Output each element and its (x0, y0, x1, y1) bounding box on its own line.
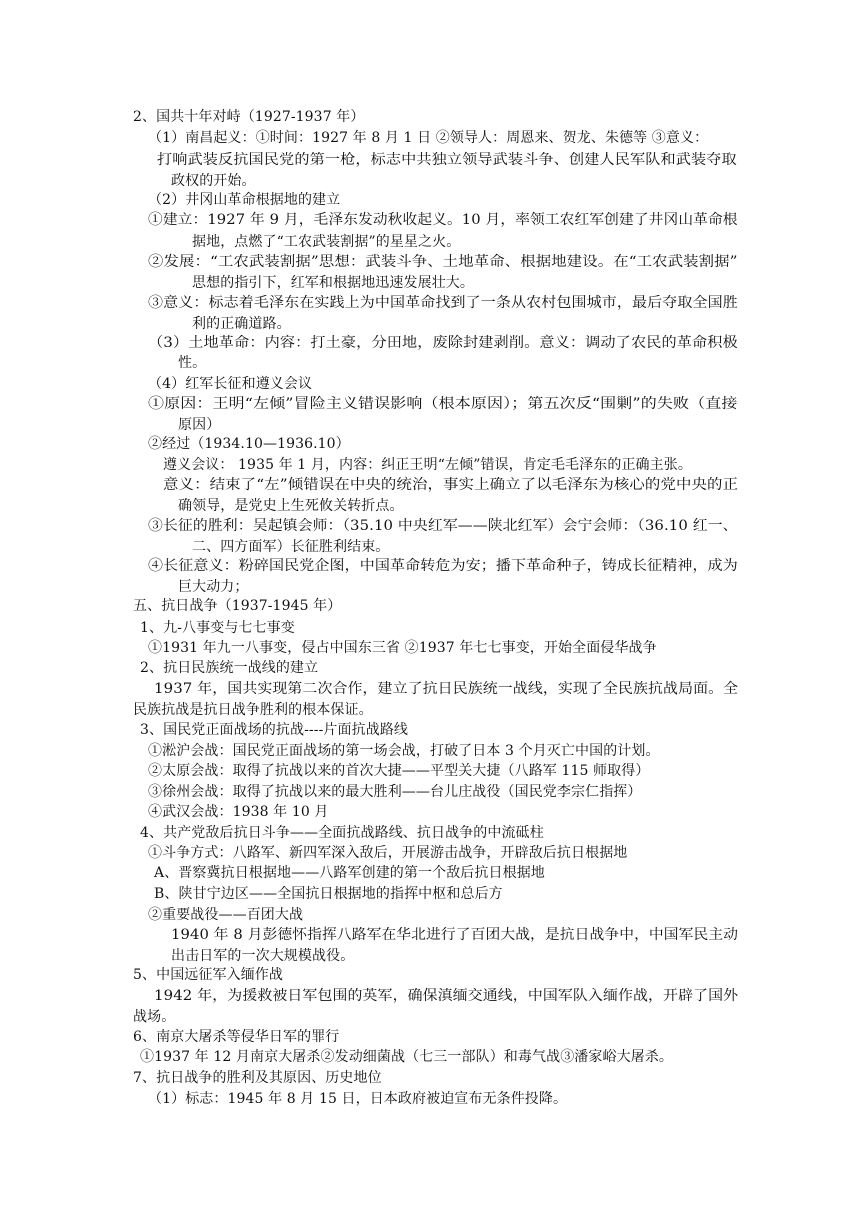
text-line: ③意义：标志着毛泽东在实践上为中国革命找到了一条从农村包围城市，最后夺取全国胜 (148, 295, 738, 311)
text-line: 思想的指引下，红军和根据地迅速发展壮大。 (192, 275, 474, 291)
text-line: ③长征的胜利：吴起镇会师：（35.10 中央红军——陕北红军）会宁会师：（36.10 红一、 (148, 518, 738, 534)
text-line: 4、共产党敌后抗日斗争——全面抗战路线、抗日战争的中流砥柱 (140, 825, 544, 841)
text-line: ①淞沪会战：国民党正面战场的第一场会战，打破了日本 3 个月灭亡中国的计划。 (148, 743, 660, 759)
text-line: 1942 年，为援救被日军包围的英军，确保滇缅交通线，中国军队入缅作战，开辟了国外 (154, 988, 739, 1004)
text-line: 1940 年 8 月彭德怀指挥八路军在华北进行了百团大战，是抗日战争中，中国军民主动 (171, 927, 739, 943)
text-line: 2、国共十年对峙（1927-1937 年） (133, 109, 365, 125)
text-line: 出击日军的一次大规模战役。 (171, 948, 355, 964)
text-line: 遵义会议： 1935 年 1 月，内容：纠正王明“左倾”错误，肯定毛毛泽东的正确主张。 (163, 457, 692, 473)
text-line: 5、中国远征军入缅作战 (133, 967, 284, 983)
text-line: 6、南京大屠杀等侵华日军的罪行 (133, 1029, 340, 1045)
text-line: 原因） (178, 417, 221, 433)
text-line: 战场。 (133, 1009, 176, 1025)
text-line: （3）土地革命：内容：打土豪，分田地，废除封建剥削。意义：调动了农民的革命积极 (148, 335, 738, 351)
text-line: 确领导，是党史上生死攸关转折点。 (178, 498, 404, 514)
text-line: ②重要战役——百团大战 (148, 907, 304, 923)
text-line: （4）红军长征和遵义会议 (148, 376, 313, 392)
text-line: 3、国民党正面战场的抗战----片面抗战路线 (140, 722, 409, 738)
text-line: （2）井冈山革命根据地的建立 (148, 192, 341, 208)
text-line: 利的正确道路。 (192, 316, 291, 332)
text-line: 意义：结束了“左”倾错误在中央的统治，事实上确立了以毛泽东为核心的党中央的正 (163, 477, 739, 493)
text-line: ②发展：“工农武装割据”思想：武装斗争、土地革命、根据地建设。在“工农武装割据” (148, 254, 738, 270)
text-line: 1、九-八事变与七七事变 (140, 620, 295, 636)
text-line: 政权的开始。 (171, 173, 256, 189)
text-line: 1937 年，国共实现第二次合作，建立了抗日民族统一战线，实现了全民族抗战局面。全 (154, 681, 739, 697)
text-line: ④长征意义：粉碎国民党企图，中国革命转危为安；播下革命种子，铸成长征精神，成为 (148, 558, 738, 574)
text-line: ②经过（1934.10—1936.10） (148, 436, 350, 452)
text-line: 打响武装反抗国民党的第一枪，标志中共独立领导武装斗争、创建人民军队和武装夺取 (157, 152, 737, 168)
text-line: ④武汉会战：1938 年 10 月 (148, 804, 329, 820)
text-line: 二、四方面军）长征胜利结束。 (192, 539, 390, 555)
text-line: A、晋察冀抗日根据地——八路军创建的第一个敌后抗日根据地 (154, 865, 545, 881)
text-line: （1）南昌起义：①时间：1927 年 8 月 1 日 ②领导人：周恩来、贺龙、朱德等 ③意义： (148, 130, 709, 146)
text-line: 五、抗日战争（1937-1945 年） (133, 598, 342, 614)
text-line: 据地，点燃了“工农武装割据”的星星之火。 (192, 234, 461, 250)
text-line: （1）标志：1945 年 8 月 15 日，日本政府被迫宣布无条件投降。 (148, 1091, 568, 1107)
text-line: 7、抗日战争的胜利及其原因、历史地位 (133, 1070, 382, 1086)
text-line: 民族抗战是抗日战争胜利的根本保证。 (133, 702, 373, 718)
text-line: ①1931 年九一八事变，侵占中国东三省 ②1937 年七七事变，开始全面侵华战争 (148, 640, 657, 656)
text-line: B、陕甘宁边区——全国抗日根据地的指挥中枢和总后方 (154, 886, 503, 902)
text-line: 性。 (178, 355, 207, 371)
text-line: ①建立：1927 年 9 月，毛泽东发动秋收起义。10 月，率领工农红军创建了井冈山革命根 (148, 212, 738, 228)
text-line: ①斗争方式：八路军、新四军深入敌后，开展游击战争，开辟敌后抗日根据地 (148, 845, 628, 861)
text-line: ②太原会战：取得了抗战以来的首次大捷——平型关大捷（八路军 115 师取得） (148, 763, 650, 779)
text-line: ①1937 年 12 月南京大屠杀②发动细菌战（七三一部队）和毒气战③潘家峪大屠杀。 (140, 1049, 673, 1065)
text-line: ①原因：王明“左倾”冒险主义错误影响（根本原因）；第五次反“围剿”的失败（直接 (148, 396, 738, 412)
text-line: ③徐州会战：取得了抗战以来的最大胜利——台儿庄战役（国民党李宗仁指挥） (148, 784, 642, 800)
text-line: 巨大动力； (178, 579, 249, 595)
text-line: 2、抗日民族统一战线的建立 (140, 660, 319, 676)
